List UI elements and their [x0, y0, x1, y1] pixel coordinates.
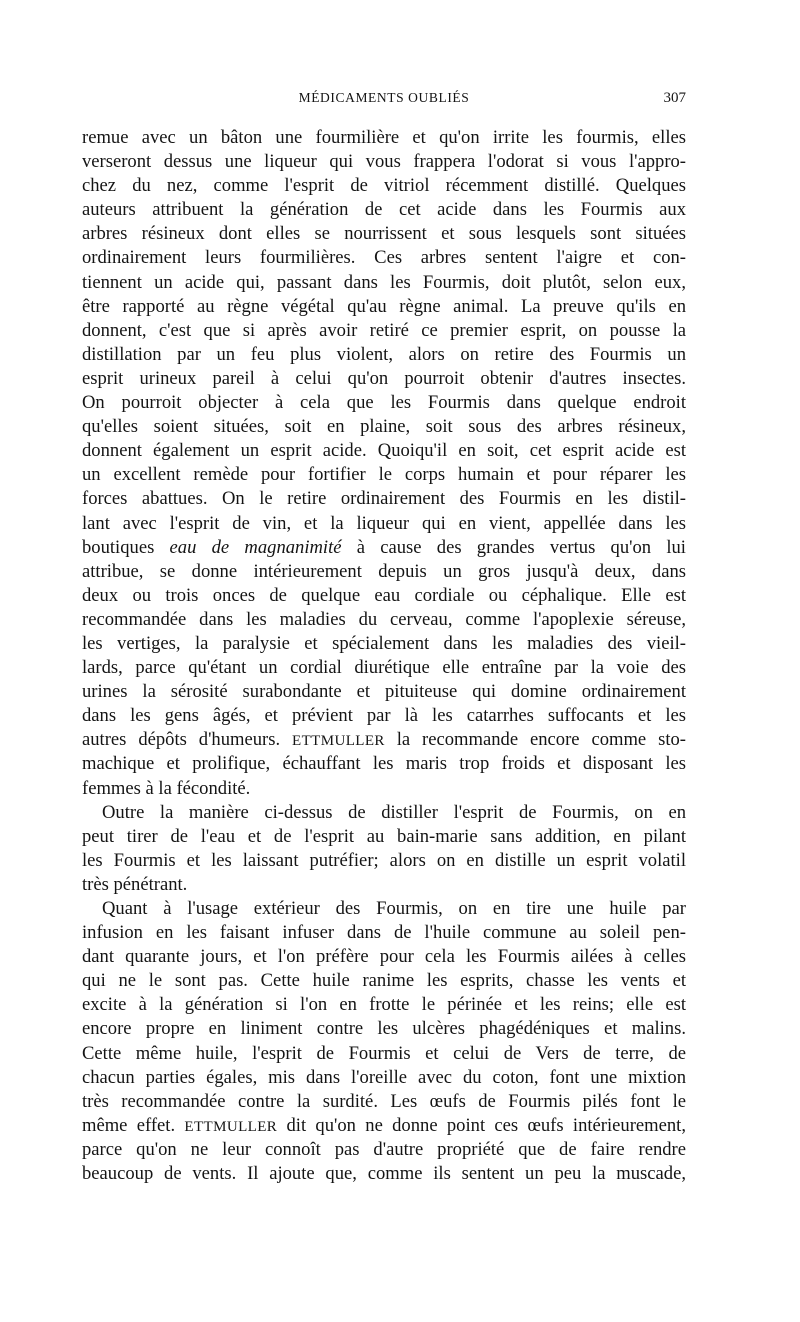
- body-text: [82, 126, 686, 1186]
- italic-term: eau de magnanimité: [169, 536, 342, 558]
- text-line: qu'elles soient situées, soit en plaine, soit sous des arbres résineux,: [82, 416, 686, 438]
- text-segment: la recommande encore comme sto-: [384, 729, 686, 751]
- text-line: arbres résineux dont elles se nourrissent et sous lesquels sont situées: [82, 223, 686, 245]
- text-line: attribue, se donne intérieurement depuis un gros jusqu'à deux, dans: [82, 560, 686, 582]
- text-line: infusion en les faisant infuser dans de l'huile commune au soleil pen-: [82, 922, 686, 944]
- page-number: 307: [663, 90, 686, 106]
- text-line: très recommandée contre la surdité. Les œufs de Fourmis pilés font le: [82, 1090, 686, 1112]
- text-line: recommandée dans les maladies du cerveau, comme l'apoplexie séreuse,: [82, 608, 686, 630]
- text-line: chez du nez, comme l'esprit de vitriol récemment distillé. Quelques: [82, 175, 686, 197]
- running-head: [82, 90, 686, 114]
- text-segment: même effet.: [82, 1114, 185, 1136]
- text-line: lards, parce qu'étant un cordial diurétique elle entraîne par la voie des: [82, 657, 686, 679]
- text-line: [82, 536, 686, 560]
- text-line: urines la sérosité surabondante et pituiteuse qui domine ordinairement: [82, 681, 686, 703]
- text-line: deux ou trois onces de quelque eau cordiale ou céphalique. Elle est: [82, 584, 686, 606]
- text-line: beaucoup de vents. Il ajoute que, comme ils sentent un peu la muscade,: [82, 1163, 686, 1185]
- text-line: ordinairement leurs fourmilières. Ces arbres sentent l'aigre et con-: [82, 247, 686, 269]
- text-line: être rapporté au règne végétal qu'au règne animal. La preuve qu'ils en: [82, 295, 686, 317]
- text-line: donnent, c'est que si après avoir retiré ce premier esprit, on pousse la: [82, 319, 686, 341]
- text-line: remue avec un bâton une fourmilière et qu'on irrite les fourmis, elles: [82, 127, 686, 148]
- text-line: auteurs attribuent la génération de cet acide dans les Fourmis aux: [82, 199, 686, 221]
- text-line: femmes à la fécondité.: [82, 777, 251, 799]
- text-line: lant avec l'esprit de vin, et la liqueur qui en vient, appellée dans les: [82, 512, 686, 534]
- text-line: Outre la manière ci-dessus de distiller l'esprit de Fourmis, on en: [102, 801, 686, 823]
- text-line: Cette même huile, l'esprit de Fourmis et celui de Vers de terre, de: [82, 1042, 686, 1064]
- text-line: dant quarante jours, et l'on préfère pour cela les Fourmis ailées à celles: [82, 946, 686, 968]
- text-line: peut tirer de l'eau et de l'esprit au bain-marie sans addition, en pilant: [82, 825, 686, 847]
- text-line: forces abattues. On le retire ordinairement des Fourmis en les distil-: [82, 488, 686, 510]
- text-line: parce qu'on ne leur connoît pas d'autre propriété que de faire rendre: [82, 1138, 686, 1160]
- text-line: les Fourmis et les laissant putréfier; alors on en distille un esprit volatil: [82, 849, 686, 871]
- text-line: très pénétrant.: [82, 873, 188, 895]
- text-line: [82, 728, 686, 752]
- author-name: ETTMULLER: [292, 733, 385, 750]
- text-line: tiennent un acide qui, passant dans les Fourmis, doit plutôt, selon eux,: [82, 271, 686, 293]
- text-line: un excellent remède pour fortifier le corps humain et pour réparer les: [82, 464, 686, 486]
- text-line: excite à la génération si l'on en frotte le périnée et les reins; elle est: [82, 994, 686, 1016]
- text-line: encore propre en liniment contre les ulcères phagédéniques et malins.: [82, 1018, 686, 1040]
- text-segment: à cause des grandes vertus qu'on lui: [341, 536, 686, 558]
- text-line: donnent également un esprit acide. Quoiqu'il en soit, cet esprit acide est: [82, 440, 686, 462]
- text-segment: dit qu'on ne donne point ces œufs intérieurement,: [277, 1114, 686, 1136]
- text-line: esprit urineux pareil à celui qu'on pourroit obtenir d'autres insectes.: [82, 367, 686, 389]
- text-line: machique et prolifique, échauffant les maris trop froids et disposant les: [82, 753, 686, 775]
- text-line: Quant à l'usage extérieur des Fourmis, on en tire une huile par: [102, 898, 686, 919]
- text-segment: boutiques: [82, 536, 170, 558]
- text-segment: autres dépôts d'humeurs.: [82, 729, 293, 751]
- running-title: MÉDICAMENTS OUBLIÉS: [298, 90, 470, 105]
- text-line: dans les gens âgés, et prévient par là les catarrhes suffocants et les: [82, 705, 686, 727]
- text-line: [82, 1114, 686, 1138]
- author-name: ETTMULLER: [184, 1118, 278, 1135]
- text-line: distillation par un feu plus violent, alors on retire des Fourmis un: [82, 343, 686, 365]
- text-line: verseront dessus une liqueur qui vous frappera l'odorat si vous l'appro-: [82, 151, 686, 173]
- text-line: chacun parties égales, mis dans l'oreille avec du coton, font une mixtion: [82, 1066, 686, 1088]
- text-line: les vertiges, la paralysie et spécialement dans les maladies des vieil-: [82, 632, 686, 654]
- text-line: On pourroit objecter à cela que les Fourmis dans quelque endroit: [82, 392, 686, 414]
- text-line: qui ne le sont pas. Cette huile ranime les esprits, chasse les vents et: [82, 970, 686, 992]
